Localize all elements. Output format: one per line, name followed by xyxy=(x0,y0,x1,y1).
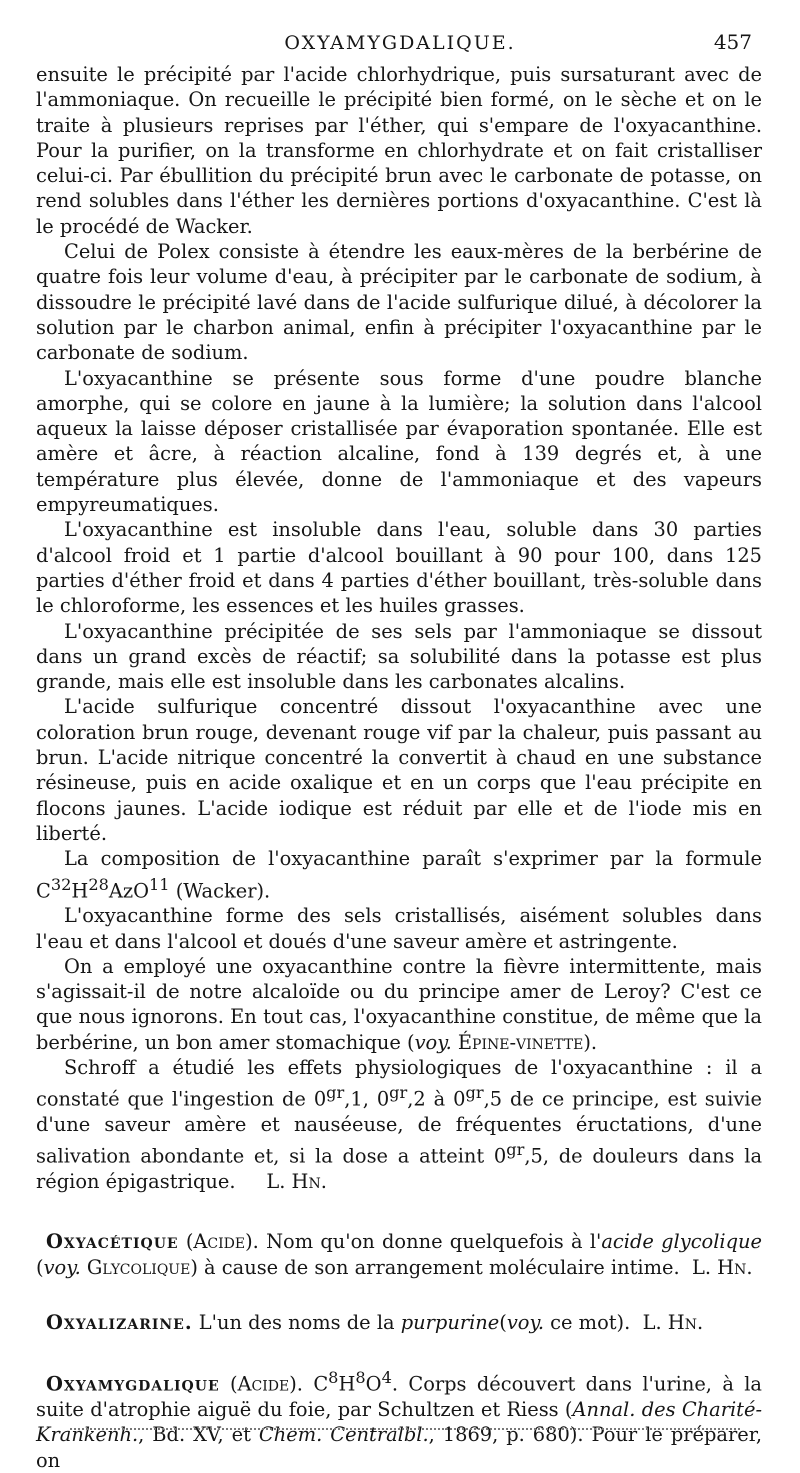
paragraph: L'acide sulfurique concentré dissout l'oxyacanthine avec une coloration brun rouge, devenant rouge vif par la chaleur, puis passant au brun. L'acide nitrique concentré la convertit à chaud en une substance résineuse, puis en acide oxalique et en un corps que l'eau précipite en flocons jaunes. L'acide iodique est réduit par elle et de l'iode mis en liberté. xyxy=(36,695,762,845)
running-head: OXYAMYGDALIQUE. xyxy=(284,32,516,54)
schroff-paragraph: Schroff a étudié les effets physiologiques de l'oxyacanthine : il a constaté que l'ingestion de $0^{gr},1$, $0^{gr},2$ à $0^{gr},5$ de ce principe, est suivie d'une saveur amère et nauséeuse, de fréquentes éructations, d'une salivation abondante et, si la dose a atteint $0^{gr},5$, de douleurs dans la région épigastrique. L. Hn. xyxy=(36,1056,763,1194)
paragraph: L'oxyacanthine forme des sels cristallisés, aisément solubles dans l'eau et dans l'alcool et doués d'une saveur amère et astringente. xyxy=(36,904,762,953)
paragraph: L'oxyacanthine est insoluble dans l'eau, soluble dans 30 parties d'alcool froid et 1 partie d'alcool bouillant à 90 pour 100, dans 125 parties d'éther froid et dans 4 parties d'éther bouillant, très-soluble dans le chloroforme, les essences et les huiles grasses. xyxy=(36,518,762,618)
cross-reference: Glycolique xyxy=(86,1255,191,1279)
cross-reference: Épine-vinette xyxy=(457,1030,584,1054)
page-header xyxy=(0,30,800,56)
body-text xyxy=(36,62,762,1473)
entry-oxyamygdalique: Oxyamygdalique (Acide). $C^8H^8O^4$. Corps découvert dans l'urine, à la suite d'atrophie aiguë du foie, par Schultzen et Riess (Annal. des Charité-Krankenh., Bd. XV, et Chem. Centralbl., 1869, p. 680). Pour le préparer, on xyxy=(36,1368,763,1472)
entry-oxyalizarine: Oxyalizarine. L'un des noms de la purpurine(voy. ce mot). L. Hn. xyxy=(46,1311,704,1335)
author-signature: L. Hn. xyxy=(266,1170,327,1194)
entry-headword: Oxyacétique xyxy=(46,1230,179,1254)
author-signature: L. Hn. xyxy=(691,1255,753,1279)
entry-oxyacetique: Oxyacétique (Acide). Nom qu'on donne quelquefois à l'acide glycolique (voy. Glycolique) à cause de son arrangement moléculaire intime. L. Hn. xyxy=(36,1230,763,1279)
paragraph: L'oxyacanthine se présente sous forme d'une poudre blanche amorphe, qui se colore en jaune à la lumière; la solution dans l'alcool aqueux la laisse déposer cristallisée par évaporation spontanée. Elle est amère et âcre, à réaction alcaline, fond à 139 degrés et, à une température plus élevée, donne de l'ammoniaque et des vapeurs empyreumatiques. xyxy=(36,366,762,517)
paragraph: ensuite le précipité par l'acide chlorhydrique, puis sursaturant avec de l'ammoniaque. On recueille le précipité bien formé, on le sèche et on le traite à plusieurs reprises par l'éther, qui s'empare de l'oxyacanthine. Pour la purifier, on la transforme en chlorhydrate et on fait cristalliser celui-ci. Par ébullition du précipité brun avec le carbonate de potasse, on rend solubles dans l'éther les dernières portions d'oxyacanthine. C'est là le procédé de Wacker. xyxy=(36,63,762,238)
entry-headword: Oxyamygdalique xyxy=(46,1372,220,1396)
author-signature: L. Hn. xyxy=(642,1311,704,1335)
fever-paragraph: On a employé une oxyacanthine contre la fièvre intermittente, mais s'agissait-il de notre alcaloïde ou du principe amer de Leroy? C'est ce que nous ignorons. En tout cas, l'oxyacanthine constitue, de même que la berbérine, un bon amer stomachique (voy. Épine-vinette). xyxy=(36,954,762,1054)
page-number: 457 xyxy=(713,30,752,54)
footer-rule xyxy=(70,1428,740,1430)
formula-paragraph: La composition de l'oxyacanthine paraît s'exprimer par la formule $C^{32}H^{28}AzO^{11}$ (Wacker). xyxy=(36,847,762,902)
entry-headword: Oxyalizarine. xyxy=(46,1311,193,1335)
paragraph: L'oxyacanthine précipitée de ses sels par l'ammoniaque se dissout dans un grand excès de réactif; sa solubilité dans la potasse est plus grande, mais elle est insoluble dans les carbonates alcalins. xyxy=(36,619,762,694)
paragraph: Celui de Polex consiste à étendre les eaux-mères de la berbérine de quatre fois leur volume d'eau, à précipiter par le carbonate de sodium, à dissoudre le précipité lavé dans de l'acide sulfurique dilué, à décolorer la solution par le charbon animal, enfin à précipiter l'oxyacanthine par le carbonate de sodium. xyxy=(36,240,762,365)
